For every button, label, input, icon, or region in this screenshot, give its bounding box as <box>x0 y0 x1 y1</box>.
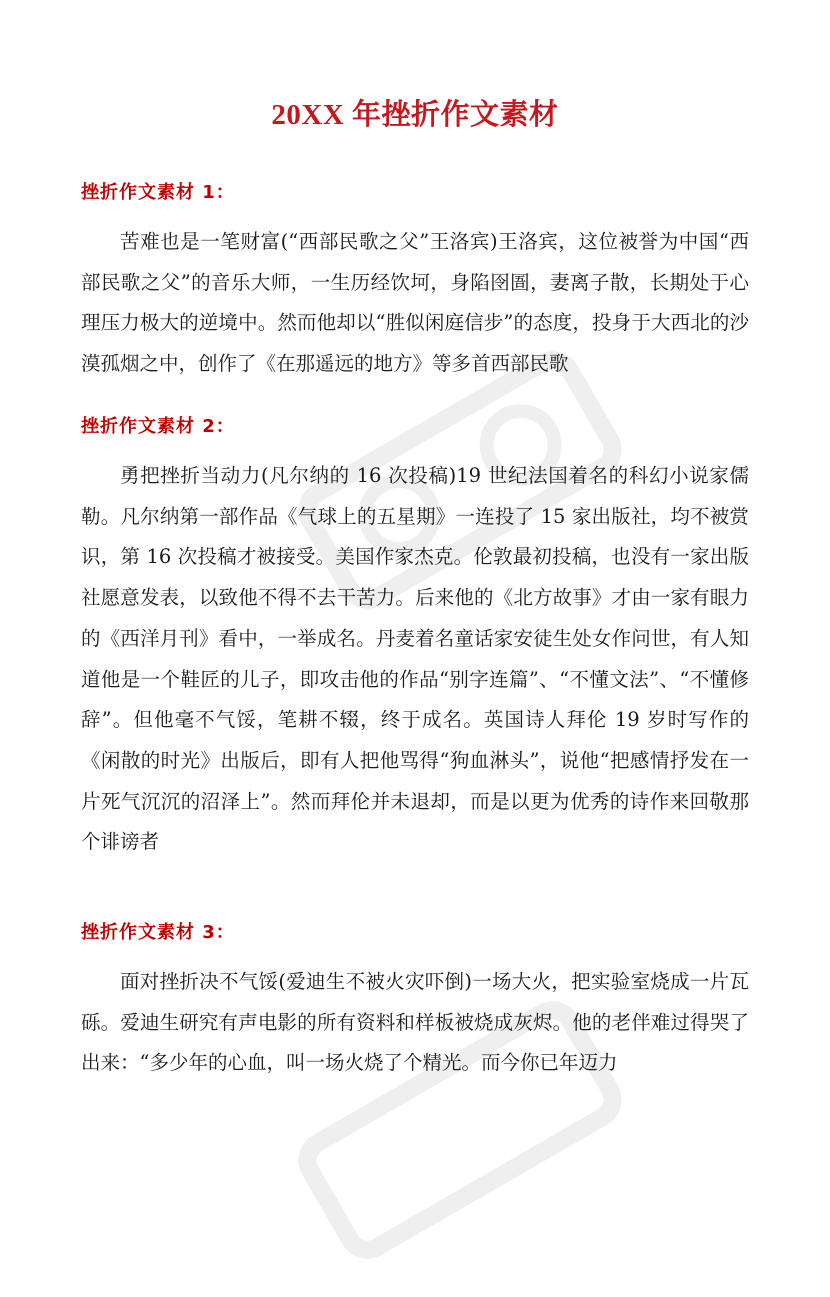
document-title: 20XX 年挫折作文素材 <box>271 99 559 131</box>
section-heading-2: 挫折作文素材 2： <box>81 416 235 437</box>
section-heading-3: 挫折作文素材 3： <box>81 922 235 943</box>
paragraph-text: 勇把挫折当动力(凡尔纳的 16 次投稿)19 世纪法国着名的科幻小说家儒勒。凡尔纳第一部作品《气球上的五星期》一连投了 15 家出版社，均不被赏识，第 16 次投稿才被接受。美国作家杰克。伦敦最初投稿，也没有一家出版社愿意发表，以致他不得不去干苦力。后来他的《北方故事》才由一家有眼力的《西洋月刊》看中，一举成名。丹麦着名童话家安徒生处女作问世，有人知道他是一个鞋匠的儿子，即攻击他的作品“别字连篇”、“不懂文法”、“不懂修辞”。但他毫不气馁，笔耕不辍，终于成名。英国诗人拜伦 19 岁时写作的《闲散的时光》出版后，即有人把他骂得“狗血淋头”，说他“把感情抒发在一片死气沉沉的沼泽上”。然而拜伦并未退却，而是以更为优秀的诗作来回敬那个诽谤者 <box>81 464 749 854</box>
section-body-3 <box>81 962 749 1084</box>
paragraph-text: 苦难也是一笔财富(“西部民歌之父”王洛宾)王洛宾，这位被誉为中国“西部民歌之父”的音乐大师，一生历经饮坷，身陷囹圄，妻离子散，长期处于心理压力极大的逆境中。然而他却以“胜似闲庭信步”的态度，投身于大西北的沙漠孤烟之中，创作了《在那遥远的地方》等多首西部民歌 <box>81 230 749 376</box>
paragraph-text: 面对挫折决不气馁(爱迪生不被火灾吓倒)一场大火，把实验室烧成一片瓦砾。爱迪生研究有声电影的所有资料和样板被烧成灰烬。他的老伴难过得哭了出来：“多少年的心血，叫一场火烧了个精光。而今你已年迈力 <box>81 970 749 1075</box>
section-body-2 <box>81 456 749 863</box>
section-heading-1: 挫折作文素材 1： <box>81 182 235 203</box>
section-body-1 <box>81 222 749 385</box>
